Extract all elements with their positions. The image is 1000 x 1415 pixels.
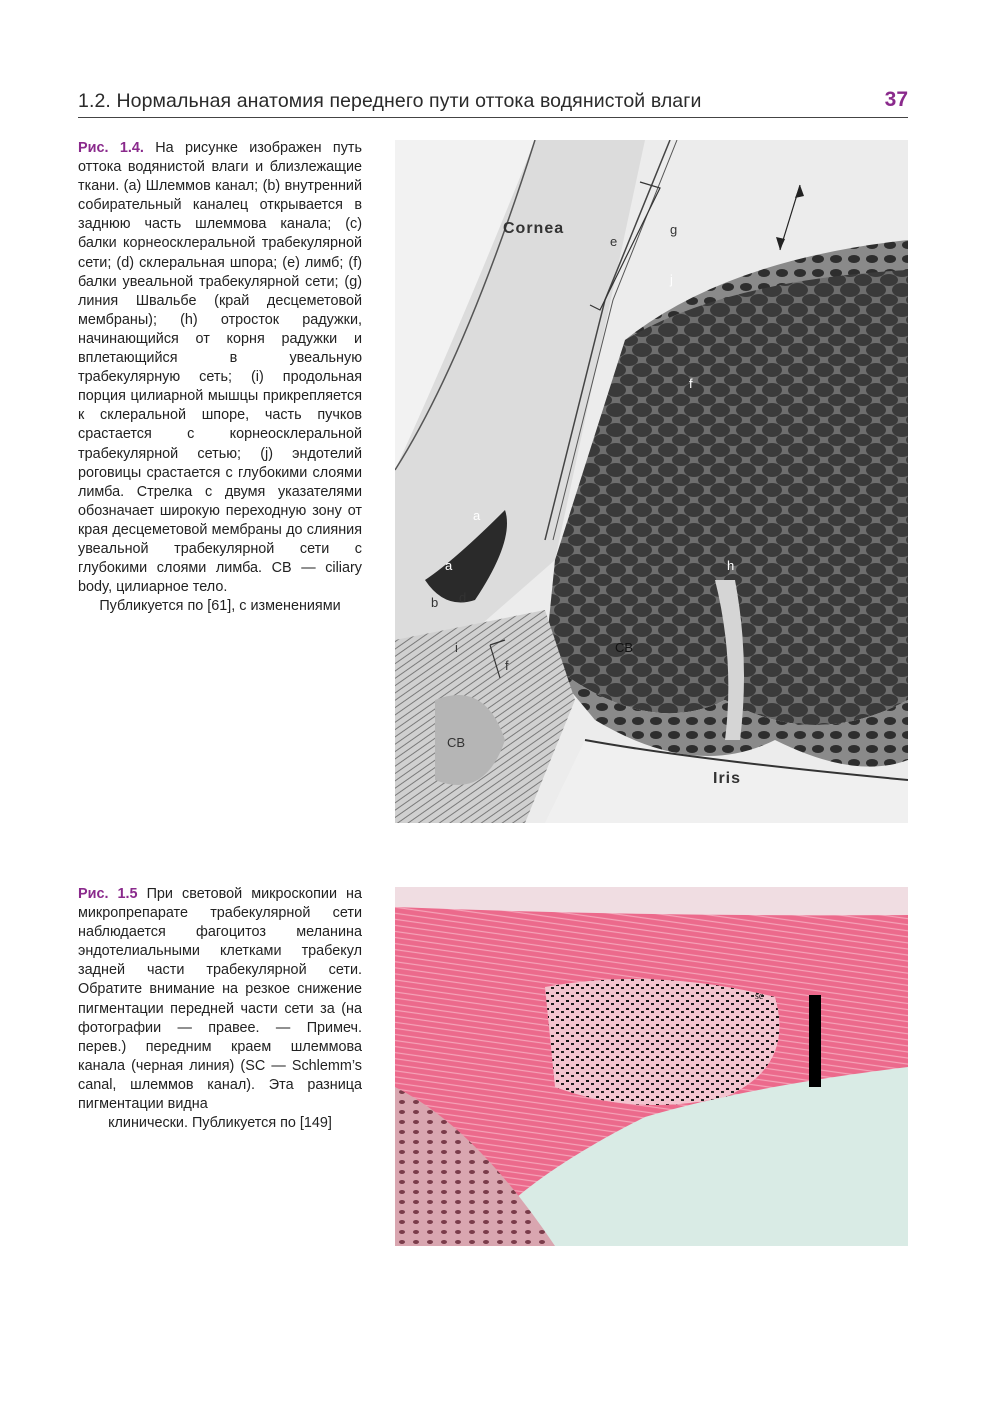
label-iris: Iris (713, 770, 742, 787)
label-i: i (455, 640, 458, 655)
label-j: j (670, 272, 673, 287)
figure-1-5-micrograph (395, 887, 908, 1246)
label-f-lower: f (505, 658, 509, 673)
label-g: g (670, 222, 678, 237)
anatomy-drawing (395, 140, 908, 823)
section-title: 1.2. Нормальная анатомия переднего пути оттока водянистой влаги (78, 90, 702, 112)
figure-1-4-caption-body: На рисунке изображен путь оттока водянистой влаги и близлежащие ткани. (a) Шлеммов канал; (b) внутренний собирательный каналец открывается в заднюю часть шлеммова канала; (c) балки корнеосклеральной трабекулярной сети; (d) склеральная шпора; (e) лимб; (f) балки увеальной трабекулярной сети; (g) линия Швальбе (край десцеметовой мембраны); (h) отросток радужки, начинающийся от корня радужки и вплетающийся в увеальную трабекулярную сеть; (i) продольная порция цилиарной мышцы прикрепляется к склеральной шпоре, часть пучков срастается с корнеосклеральной трабекулярной сетью; (j) эндотелий роговицы срастается с глубокими слоями лимба. Стрелка с двумя указателями обозначает широкую переходную зону от края десцеметовой мембраны до слияния увеальной трабекулярной сети с глубокими слоями лимба. CB — ciliary body, цилиарное тело. (78, 140, 362, 596)
figure-1-4-caption-source: Публикуется по [61], с изменениями (99, 598, 341, 615)
label-a-upper: a (473, 508, 481, 523)
label-cb-lower: CB (447, 735, 466, 750)
label-cb-upper: CB (615, 640, 634, 655)
page-number: 37 (884, 88, 908, 111)
figure-1-5-caption (78, 885, 362, 1133)
figure-1-5-caption-body: При световой микроскопии на микропрепарате трабекулярной сети наблюдается фагоцитоз меланина эндотелиальными клетками трабекул задней части трабекулярной сети. Обратите внимание на резкое снижение пигментации передней части сети за (на фотографии — правее. — Примеч. перев.) передним краем шлеммова канала (черная линия) (SC — Schlemm’s canal, шлеммов канал). Эта разница пигментации видна (78, 886, 362, 1113)
label-b: b (431, 595, 439, 610)
figure-1-4-drawing (395, 140, 908, 823)
figure-1-4-caption (78, 139, 362, 616)
label-h: h (727, 558, 735, 573)
label-d: d (459, 590, 467, 605)
label-e: e (610, 234, 618, 249)
figure-1-4-caption-lead: Рис. 1.4. (78, 140, 144, 156)
label-sc: sc (755, 991, 764, 1002)
label-cornea: Cornea (503, 220, 565, 237)
label-f-upper: f (689, 376, 693, 391)
figure-1-5-caption-source: клинически. Публикуется по [149] (108, 1115, 332, 1132)
figure-1-5-caption-lead: Рис. 1.5 (78, 886, 138, 902)
label-a-lower: a (445, 558, 453, 573)
header-rule (78, 117, 908, 118)
micrograph-image (395, 887, 908, 1246)
page-header (78, 86, 908, 116)
